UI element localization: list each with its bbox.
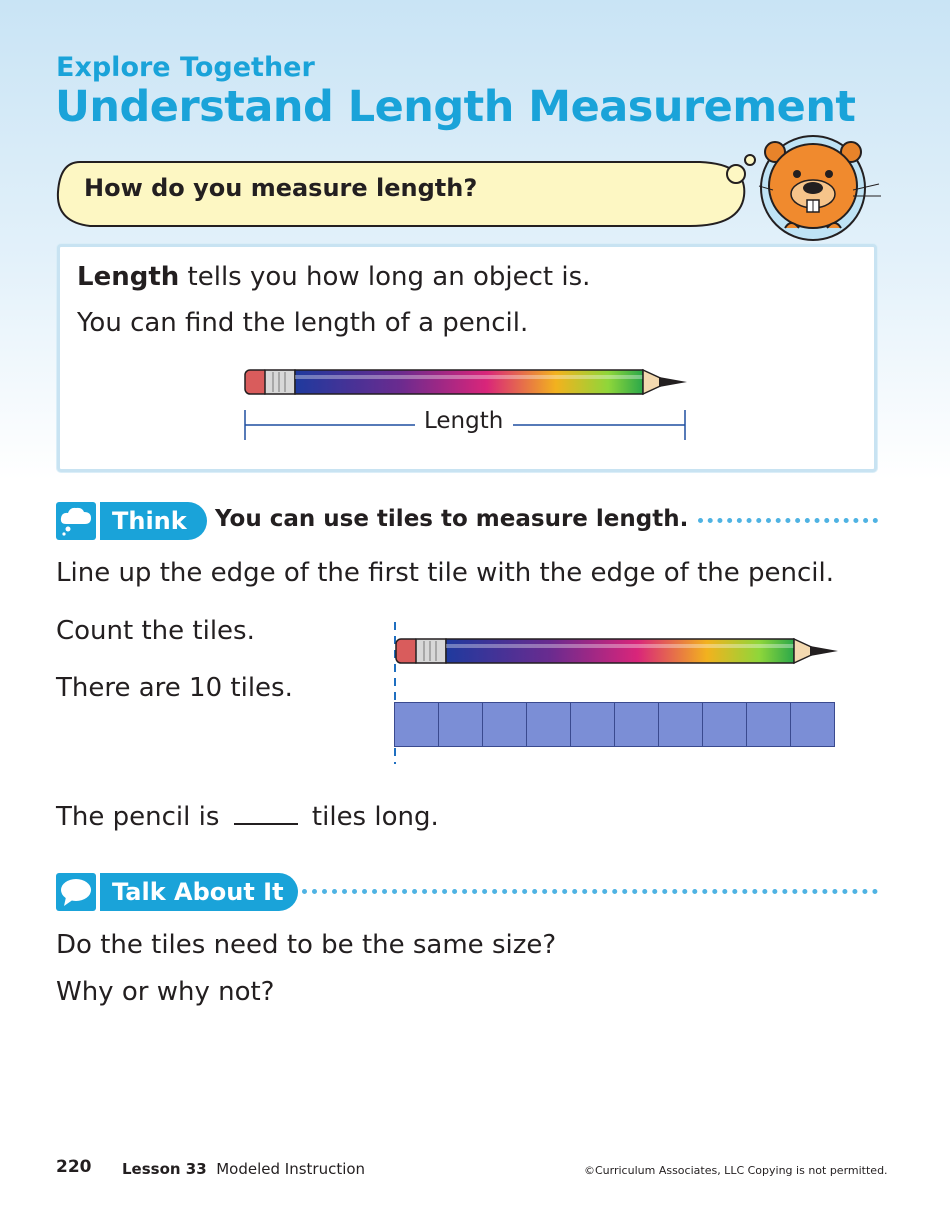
pencil-icon: [243, 366, 691, 400]
talk-about-it-tab: Talk About It: [100, 873, 298, 911]
think-heading: You can use tiles to measure length.: [215, 506, 689, 532]
tile: [570, 702, 615, 747]
dotted-rule: [302, 889, 878, 894]
tile: [482, 702, 527, 747]
instruction-text: Line up the edge of the first tile with the edge of the pencil.: [56, 558, 834, 588]
count-text: Count the tiles.: [56, 616, 255, 646]
pencil-icon: [394, 635, 842, 667]
definition-line-1: [77, 262, 590, 292]
lesson-number: Lesson 33: [122, 1160, 207, 1178]
page-title: Understand Length Measurement: [55, 82, 856, 132]
lesson-label: [122, 1160, 365, 1178]
tile: [658, 702, 703, 747]
answer-after: tiles long.: [311, 802, 439, 832]
talk-question-1: Do the tiles need to be the same size?: [56, 930, 557, 960]
definition-text: tells you how long an object is.: [179, 262, 591, 292]
answer-blank[interactable]: [234, 805, 298, 825]
essential-question: How do you measure length?: [84, 174, 478, 202]
think-tab: Think: [100, 502, 207, 540]
tile-row: [394, 702, 834, 747]
page-number: 220: [56, 1157, 92, 1177]
speech-bubble-icon: [56, 873, 96, 911]
tile-count-text: There are 10 tiles.: [56, 673, 293, 703]
tile: [746, 702, 791, 747]
answer-sentence: [56, 802, 439, 832]
definition-line-2: You can find the length of a pencil.: [77, 308, 529, 338]
copyright-notice: ©Curriculum Associates, LLC Copying is not permitted.: [584, 1164, 888, 1177]
tile: [790, 702, 835, 747]
lesson-type: Modeled Instruction: [216, 1160, 366, 1178]
tile: [438, 702, 483, 747]
tile: [526, 702, 571, 747]
tile: [394, 702, 439, 747]
dotted-rule: [698, 518, 878, 523]
length-label: Length: [424, 408, 504, 434]
beaver-mascot-icon: [755, 128, 885, 243]
definition-term: Length: [77, 262, 180, 292]
answer-before: The pencil is: [56, 802, 220, 832]
section-kicker: Explore Together: [56, 52, 315, 83]
talk-question-2: Why or why not?: [56, 977, 275, 1007]
tile: [702, 702, 747, 747]
tile: [614, 702, 659, 747]
think-cloud-icon: [56, 502, 96, 540]
